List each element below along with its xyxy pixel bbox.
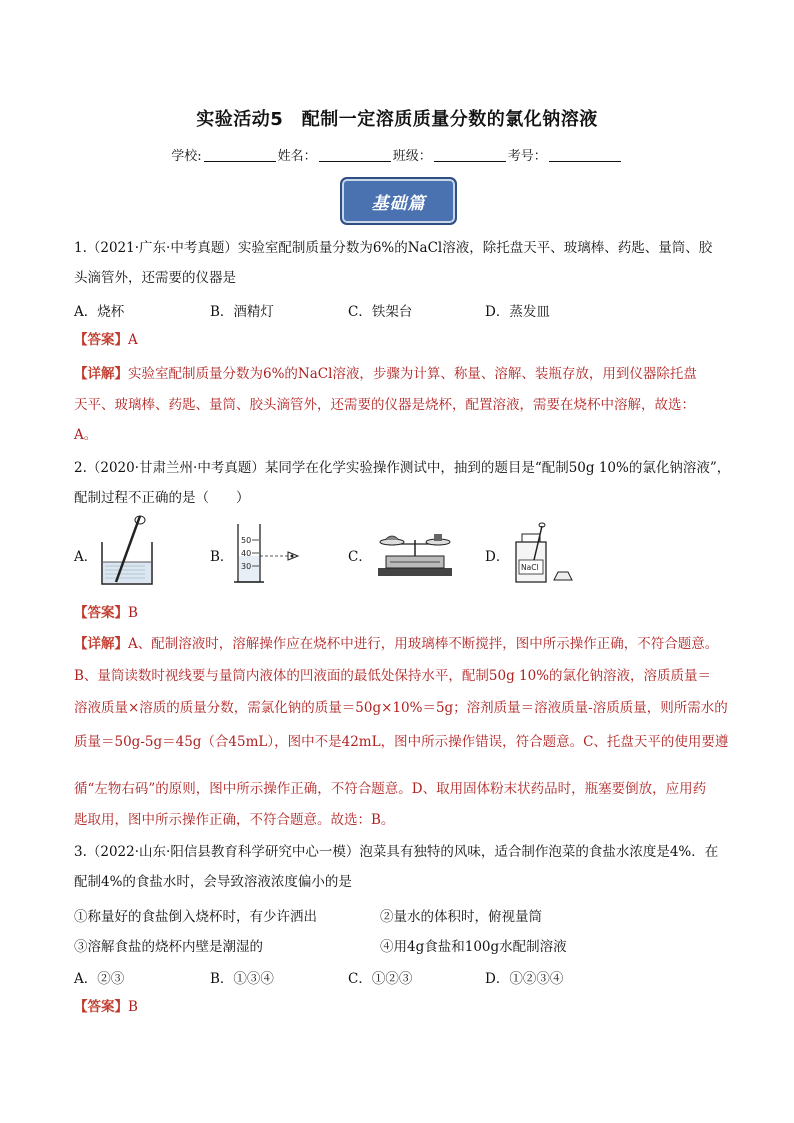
q2-detail5: 循“左物右码”的原则，图中所示操作正确，不符合题意。D、取用固体粉末状药品时，瓶塞要倒放，应用药 <box>74 781 707 797</box>
q3-option-b: B．①③④ <box>210 971 274 987</box>
q1-answer-key: 【答案】 <box>74 332 128 348</box>
name-blank[interactable] <box>319 149 391 162</box>
q1-option-d: D．蒸发皿 <box>485 304 550 320</box>
q3-option-a: A．②③ <box>74 971 125 987</box>
q1-option-a: A．烧杯 <box>74 304 125 320</box>
class-label: 班级： <box>392 149 432 164</box>
bottle-label: NaCl <box>521 563 539 572</box>
exam-no-label: 考号： <box>507 149 547 164</box>
q2-answer-key: 【答案】 <box>74 605 128 621</box>
q2-detail3: 溶液质量×溶质的质量分数，需氯化钠的质量＝50g×10%＝5g；溶剂质量＝溶液质量-溶质质量，则所需水的 <box>74 700 728 716</box>
school-blank[interactable] <box>204 149 276 162</box>
cylinder-mark-30: 30 <box>241 562 252 571</box>
q1-answer <box>74 330 138 350</box>
q3-statement-3: ③溶解食盐的烧杯内壁是潮湿的 <box>74 939 263 955</box>
graduated-cylinder-figure <box>232 520 304 586</box>
q3-statement-1: ①称量好的食盐倒入烧杯时，有少许洒出 <box>74 909 317 925</box>
q1-option-c: C．铁架台 <box>348 304 413 320</box>
q1-detail1-text: 实验室配制质量分数为6%的NaCl溶液，步骤为计算、称量、溶解、装瓶存放，用到仪器除托盘 <box>128 366 697 382</box>
q3-answer-value: B <box>128 999 138 1015</box>
q2-detail4: 质量＝50g-5g＝45g（合45mL），图中不是42mL，图中所示操作错误，符合题意。C、托盘天平的使用要遵 <box>74 734 729 750</box>
q3-answer-key: 【答案】 <box>74 999 128 1015</box>
q2-detail-key: 【详解】 <box>74 636 128 652</box>
cylinder-mark-50: 50 <box>241 536 252 545</box>
q3-option-d: D．①②③④ <box>485 971 564 987</box>
cylinder-mark-40: 40 <box>241 549 252 558</box>
q1-detail3: A。 <box>74 427 98 443</box>
student-info-line <box>0 145 794 164</box>
q3-answer <box>74 997 138 1017</box>
q2-option-d: D． <box>485 549 510 565</box>
q2-option-c: C． <box>348 549 372 565</box>
balance-figure <box>372 524 458 580</box>
q3-statement-2: ②量水的体积时，俯视量筒 <box>380 909 542 925</box>
q1-line2: 头滴管外，还需要的仪器是 <box>74 270 236 286</box>
q1-detail2: 天平、玻璃棒、药匙、量筒、胶头滴管外，还需要的仪器是烧杯，配置溶液，需要在烧杯中溶解，故选： <box>74 397 695 413</box>
q2-option-b: B． <box>210 549 234 565</box>
q3-statement-4: ④用4g食盐和100g水配制溶液 <box>380 939 567 955</box>
q1-detail1 <box>74 364 697 384</box>
q1-answer-value: A <box>128 332 138 348</box>
q3-line2: 配制4%的食盐水时，会导致溶液浓度偏小的是 <box>74 874 352 890</box>
name-label: 姓名： <box>277 149 317 164</box>
section-badge: 基础篇 <box>340 177 457 225</box>
q3-option-c: C．①②③ <box>348 971 413 987</box>
q1-line1: 1.（2021·广东·中考真题）实验室配制质量分数为6%的NaCl溶液，除托盘天平、玻璃棒、药匙、量筒、胶 <box>74 240 713 256</box>
school-label: 学校: <box>171 149 202 164</box>
beaker-stirring-figure <box>96 512 160 588</box>
q1-detail-key: 【详解】 <box>74 366 128 382</box>
q2-detail1-text: A、配制溶液时，溶解操作应在烧杯中进行，用玻璃棒不断搅拌，图中所示操作正确，不符合题意。 <box>128 636 719 652</box>
q2-line2: 配制过程不正确的是（ ） <box>74 490 250 506</box>
q2-answer <box>74 603 138 623</box>
q2-detail1 <box>74 634 718 654</box>
q3-line1: 3.（2022·山东·阳信县教育科学研究中心一模）泡菜具有独特的风味，适合制作泡菜的食盐水浓度是4%．在 <box>74 844 719 860</box>
reagent-bottle-figure <box>508 520 578 586</box>
q2-option-a: A． <box>74 549 98 565</box>
page-title: 实验活动5 配制一定溶质质量分数的氯化钠溶液 <box>196 109 598 130</box>
q2-line1: 2.（2020·甘肃兰州·中考真题）某同学在化学实验操作测试中，抽到的题目是“配制50g 10%的氯化钠溶液”， <box>74 460 731 476</box>
q1-option-b: B．酒精灯 <box>210 304 274 320</box>
exam-no-blank[interactable] <box>549 149 621 162</box>
class-blank[interactable] <box>434 149 506 162</box>
q2-detail6: 匙取用，图中所示操作正确，不符合题意。故选：B。 <box>74 812 395 828</box>
q2-answer-value: B <box>128 605 138 621</box>
q2-detail2: B、量筒读数时视线要与量筒内液体的凹液面的最低处保持水平，配制50g 10%的氯化钠溶液，溶质质量＝ <box>74 668 712 684</box>
